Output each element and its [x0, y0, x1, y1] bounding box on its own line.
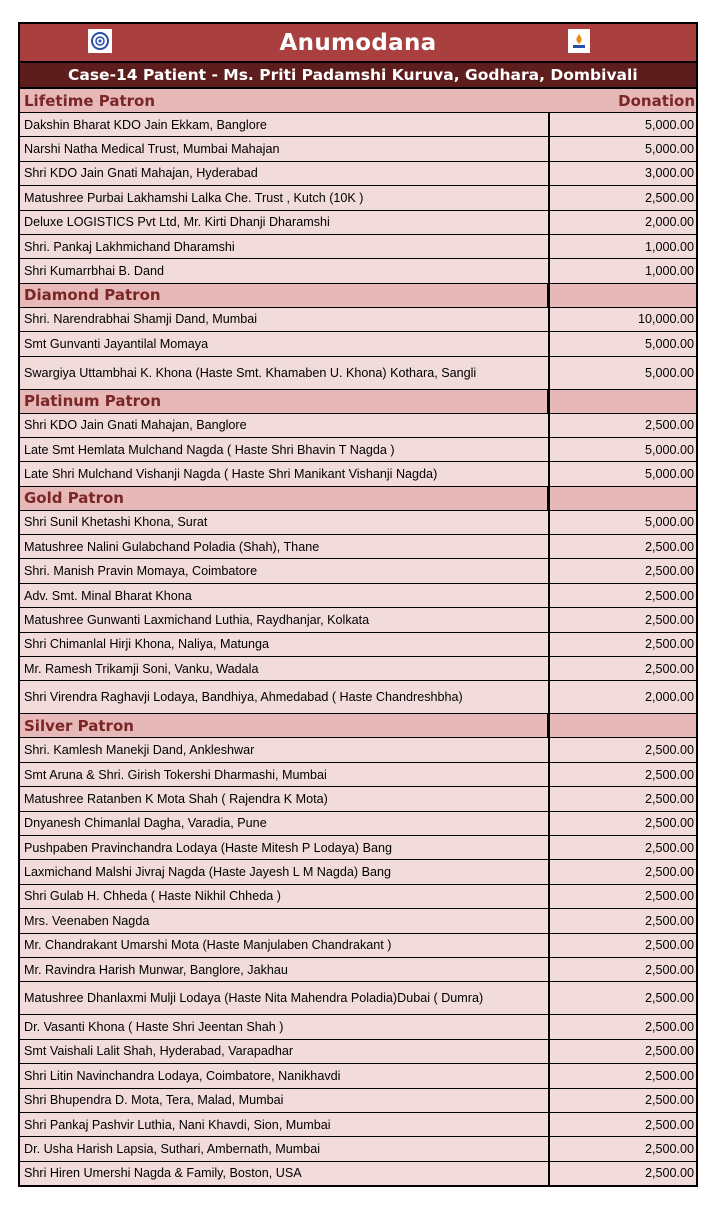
page-title: Anumodana [279, 29, 437, 56]
donor-name: Shri Chimanlal Hirji Khona, Naliya, Matunga [20, 633, 550, 656]
table-row [20, 1015, 696, 1039]
donor-name: Shri Sunil Khetashi Khona, Surat [20, 511, 550, 534]
donor-table [20, 89, 696, 1185]
donation-amount: 5,000.00 [644, 442, 694, 457]
section-header [20, 284, 696, 308]
donor-name: Smt Aruna & Shri. Girish Tokershi Dharmashi, Mumbai [20, 763, 550, 786]
donation-amount: 1,000.00 [644, 239, 694, 254]
donation-amount: 3,000.00 [644, 166, 694, 181]
donor-name: Shri Pankaj Pashvir Luthia, Nani Khavdi, Sion, Mumbai [20, 1113, 550, 1136]
donation-amount: 2,500.00 [644, 612, 694, 627]
section-header [20, 714, 696, 738]
table-row [20, 1064, 696, 1088]
donor-name: Shri. Manish Pravin Momaya, Coimbatore [20, 559, 550, 582]
donor-name: Shri Virendra Raghavji Lodaya, Bandhiya, Ahmedabad ( Haste Chandreshbha) [20, 681, 550, 713]
donation-amount: 5,000.00 [644, 515, 694, 530]
donor-name: Narshi Natha Medical Trust, Mumbai Mahajan [20, 137, 550, 160]
section-title: Lifetime Patron [24, 91, 156, 110]
donation-amount: 2,500.00 [644, 637, 694, 652]
table-row [20, 259, 696, 283]
donor-name: Swargiya Uttambhai K. Khona (Haste Smt. Khamaben U. Khona) Kothara, Sangli [20, 357, 550, 389]
donation-amount: 2,500.00 [644, 588, 694, 603]
table-row [20, 681, 696, 714]
table-row [20, 1089, 696, 1113]
donation-amount: 2,500.00 [644, 962, 694, 977]
case-line: Case-14 Patient - Ms. Priti Padamshi Kuruva, Godhara, Dombivali [20, 63, 696, 89]
section-title: Diamond Patron [20, 284, 550, 307]
table-row [20, 982, 696, 1015]
table-row [20, 235, 696, 259]
table-row [20, 113, 696, 137]
donation-amount: 2,500.00 [644, 418, 694, 433]
section-title: Gold Patron [20, 487, 550, 510]
title-bar [20, 24, 696, 63]
table-row [20, 511, 696, 535]
donation-amount: 2,500.00 [644, 1166, 694, 1181]
donation-amount: 2,500.00 [644, 991, 694, 1006]
donation-amount: 2,500.00 [644, 913, 694, 928]
table-row [20, 1040, 696, 1064]
donor-sheet [18, 22, 698, 1187]
table-row [20, 1162, 696, 1185]
donor-name: Dr. Usha Harish Lapsia, Suthari, Ambernath, Mumbai [20, 1137, 550, 1160]
donation-amount: 2,500.00 [644, 1117, 694, 1132]
table-row [20, 812, 696, 836]
donation-amount: 2,500.00 [644, 1044, 694, 1059]
donor-name: Shri Kumarrbhai B. Dand [20, 259, 550, 282]
table-row [20, 860, 696, 884]
donation-amount: 2,500.00 [644, 938, 694, 953]
table-row [20, 308, 696, 332]
donor-name: Dnyanesh Chimanlal Dagha, Varadia, Pune [20, 812, 550, 835]
table-row [20, 763, 696, 787]
donor-name: Mr. Chandrakant Umarshi Mota (Haste Manjulaben Chandrakant ) [20, 934, 550, 957]
section-title: Platinum Patron [20, 390, 550, 413]
donation-amount: 5,000.00 [644, 466, 694, 481]
donor-name: Late Shri Mulchand Vishanji Nagda ( Haste Shri Manikant Vishanji Nagda) [20, 462, 550, 485]
donor-name: Shri Litin Navinchandra Lodaya, Coimbatore, Nanikhavdi [20, 1064, 550, 1087]
donor-name: Shri Hiren Umershi Nagda & Family, Boston, USA [20, 1162, 550, 1185]
donor-name: Smt Gunvanti Jayantilal Momaya [20, 332, 550, 355]
emblem-icon [88, 29, 112, 53]
donor-name: Shri KDO Jain Gnati Mahajan, Banglore [20, 414, 550, 437]
table-row [20, 462, 696, 486]
donor-name: Smt Vaishali Lalit Shah, Hyderabad, Varapadhar [20, 1040, 550, 1063]
donation-amount: 2,500.00 [644, 1020, 694, 1035]
donor-name: Adv. Smt. Minal Bharat Khona [20, 584, 550, 607]
table-row [20, 836, 696, 860]
table-row [20, 559, 696, 583]
donation-amount: 2,000.00 [644, 690, 694, 705]
donor-name: Matushree Ratanben K Mota Shah ( Rajendra K Mota) [20, 787, 550, 810]
donor-name: Shri KDO Jain Gnati Mahajan, Hyderabad [20, 162, 550, 185]
donation-amount: 2,500.00 [644, 767, 694, 782]
donation-amount: 10,000.00 [637, 312, 694, 327]
donor-name: Mrs. Veenaben Nagda [20, 909, 550, 932]
table-row [20, 162, 696, 186]
table-row [20, 909, 696, 933]
donation-amount: 1,000.00 [644, 264, 694, 279]
table-row [20, 211, 696, 235]
table-row [20, 186, 696, 210]
donor-name: Matushree Dhanlaxmi Mulji Lodaya (Haste Nita Mahendra Poladia)Dubai ( Dumra) [20, 982, 550, 1014]
donor-name: Matushree Nalini Gulabchand Poladia (Shah), Thane [20, 535, 550, 558]
donor-name: Shri. Narendrabhai Shamji Dand, Mumbai [20, 308, 550, 331]
section-header [20, 89, 696, 113]
section-header [20, 487, 696, 511]
table-row [20, 787, 696, 811]
donation-amount: 2,500.00 [644, 1093, 694, 1108]
table-row [20, 584, 696, 608]
donor-name: Shri Gulab H. Chheda ( Haste Nikhil Chheda ) [20, 885, 550, 908]
donor-name: Shri. Kamlesh Manekji Dand, Ankleshwar [20, 738, 550, 761]
donor-name: Laxmichand Malshi Jivraj Nagda (Haste Jayesh L M Nagda) Bang [20, 860, 550, 883]
donor-name: Shri Bhupendra D. Mota, Tera, Malad, Mumbai [20, 1089, 550, 1112]
table-row [20, 535, 696, 559]
donation-amount: 2,500.00 [644, 661, 694, 676]
donor-name: Mr. Ravindra Harish Munwar, Banglore, Jakhau [20, 958, 550, 981]
donation-amount: 2,000.00 [644, 215, 694, 230]
section-title: Silver Patron [20, 714, 550, 737]
donation-amount: 2,500.00 [644, 791, 694, 806]
table-row [20, 438, 696, 462]
table-row [20, 958, 696, 982]
donor-name: Mr. Ramesh Trikamji Soni, Vanku, Wadala [20, 657, 550, 680]
section-right-label [550, 390, 696, 413]
table-row [20, 657, 696, 681]
donation-amount: 2,500.00 [644, 816, 694, 831]
table-row [20, 738, 696, 762]
section-header [20, 390, 696, 414]
donation-amount: 2,500.00 [644, 865, 694, 880]
donor-name: Pushpaben Pravinchandra Lodaya (Haste Mitesh P Lodaya) Bang [20, 836, 550, 859]
table-row [20, 357, 696, 390]
table-row [20, 885, 696, 909]
donation-amount: 2,500.00 [644, 190, 694, 205]
section-right-label: Donation [618, 91, 695, 110]
table-row [20, 332, 696, 356]
table-row [20, 608, 696, 632]
donor-name: Matushree Gunwanti Laxmichand Luthia, Raydhanjar, Kolkata [20, 608, 550, 631]
donor-name: Dakshin Bharat KDO Jain Ekkam, Banglore [20, 113, 550, 136]
table-row [20, 1113, 696, 1137]
table-row [20, 633, 696, 657]
table-row [20, 934, 696, 958]
section-right-label [550, 487, 696, 510]
donation-amount: 5,000.00 [644, 365, 694, 380]
donation-amount: 2,500.00 [644, 840, 694, 855]
donation-amount: 2,500.00 [644, 564, 694, 579]
donor-name: Dr. Vasanti Khona ( Haste Shri Jeentan Shah ) [20, 1015, 550, 1038]
section-right-label [550, 284, 696, 307]
donor-name: Matushree Purbai Lakhamshi Lalka Che. Trust , Kutch (10K ) [20, 186, 550, 209]
donation-amount: 2,500.00 [644, 1141, 694, 1156]
donor-name: Shri. Pankaj Lakhmichand Dharamshi [20, 235, 550, 258]
donation-amount: 5,000.00 [644, 117, 694, 132]
donor-name: Late Smt Hemlata Mulchand Nagda ( Haste Shri Bhavin T Nagda ) [20, 438, 550, 461]
donation-amount: 5,000.00 [644, 142, 694, 157]
donation-amount: 2,500.00 [644, 889, 694, 904]
flame-logo-icon [568, 29, 590, 53]
table-row [20, 1137, 696, 1161]
donation-amount: 5,000.00 [644, 336, 694, 351]
table-row [20, 414, 696, 438]
donation-amount: 2,500.00 [644, 743, 694, 758]
donation-amount: 2,500.00 [644, 1068, 694, 1083]
donor-name: Deluxe LOGISTICS Pvt Ltd, Mr. Kirti Dhanji Dharamshi [20, 211, 550, 234]
section-right-label [550, 714, 696, 737]
donation-amount: 2,500.00 [644, 539, 694, 554]
table-row [20, 137, 696, 161]
